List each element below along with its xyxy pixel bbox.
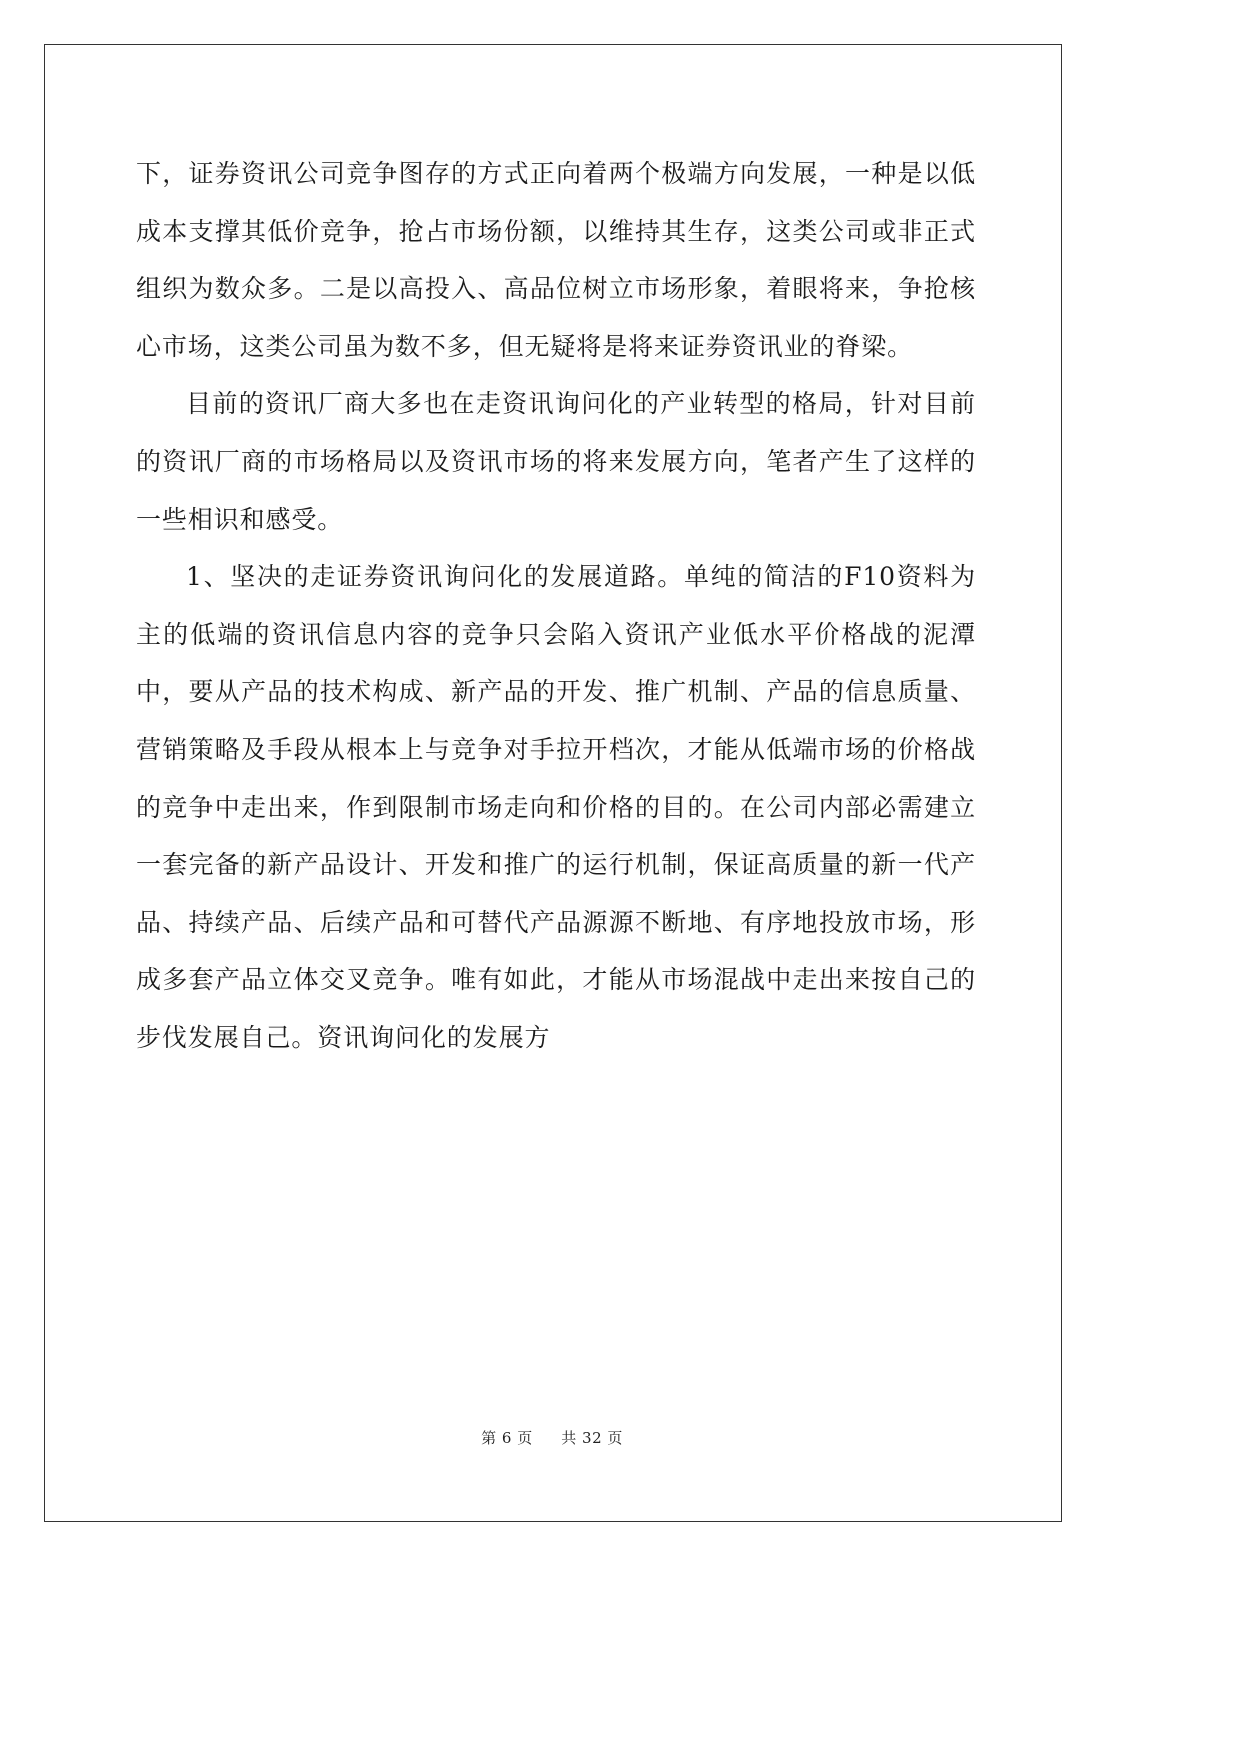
page-number: 第 6 页 — [481, 1429, 533, 1447]
paragraph-2: 目前的资讯厂商大多也在走资讯询问化的产业转型的格局，针对目前的资讯厂商的市场格局以及资讯市场的将来发展方向，笔者产生了这样的一些相识和感受。 — [136, 389, 976, 534]
paragraph-3: 1、坚决的走证券资讯询问化的发展道路。单纯的简洁的F10资料为主的低端的资讯信息内容的竞争只会陷入资讯产业低水平价格战的泥潭中，要从产品的技术构成、新产品的开发、推广机制、产品的信息质量、营销策略及手段从根本上与竞争对手拉开档次，才能从低端市场的价格战的竞争中走出来，作到限制市场走向和价格的目的。在公司内部必需建立一套完备的新产品设计、开发和推广的运行机制，保证高质量的新一代产品、持续产品、后续产品和可替代产品源源不断地、有序地投放市场，形成多套产品立体交叉竞争。唯有如此，才能从市场混战中走出来按自己的步伐发展自己。资讯询问化的发展方 — [136, 562, 976, 1052]
paragraph-1: 下，证券资讯公司竞争图存的方式正向着两个极端方向发展，一种是以低成本支撑其低价竞争，抢占市场份额，以维持其生存，这类公司或非正式组织为数众多。二是以高投入、高品位树立市场形象，着眼将来，争抢核心市场，这类公司虽为数不多，但无疑将是将来证券资讯业的脊梁。 — [136, 159, 976, 361]
page-footer — [0, 1427, 1104, 1448]
total-pages: 共 32 页 — [561, 1429, 623, 1447]
document-body — [136, 145, 976, 1067]
